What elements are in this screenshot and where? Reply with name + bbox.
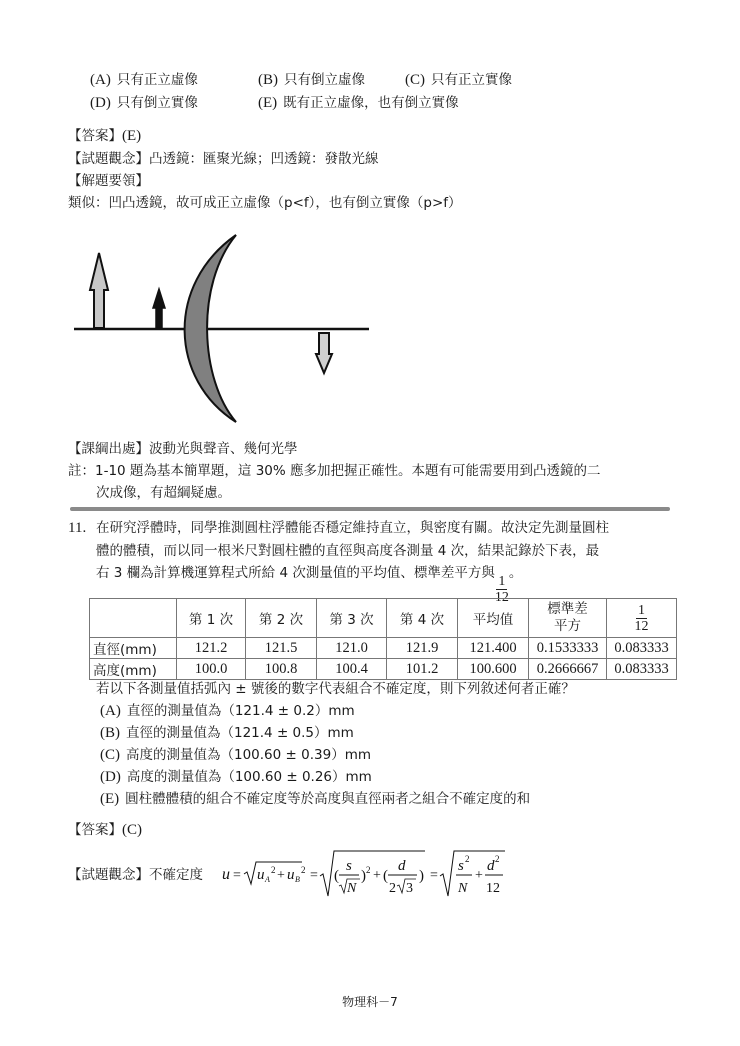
concept-label: 【試題觀念】 bbox=[68, 867, 149, 883]
svg-text:N: N bbox=[347, 881, 357, 896]
svg-text:2: 2 bbox=[271, 865, 276, 875]
svg-text:+: + bbox=[475, 868, 483, 883]
table-row-height bbox=[90, 659, 677, 680]
q11-option-a: (A) 直徑的測量值為（121.4 ± 0.2）mm bbox=[100, 703, 355, 719]
svg-text:(: ( bbox=[383, 868, 388, 884]
syllabus-text: 波動光與聲音、幾何光學 bbox=[149, 441, 298, 457]
option-text: 既有正立虛像，也有倒立實像 bbox=[283, 95, 459, 111]
svg-text:2: 2 bbox=[301, 865, 306, 875]
prev-concept bbox=[68, 150, 379, 168]
uncertainty-formula bbox=[220, 848, 520, 900]
svg-text:u: u bbox=[222, 866, 230, 883]
q11-option-e: (E) 圓柱體體積的組合不確定度等於高度與直徑兩者之組合不確定度的和 bbox=[100, 791, 531, 807]
prev-option-e bbox=[258, 94, 459, 112]
svg-text:3: 3 bbox=[406, 881, 413, 896]
table-cell: 121.5 bbox=[246, 638, 317, 659]
answer-label: 【答案】 bbox=[68, 128, 122, 144]
svg-text:2: 2 bbox=[465, 854, 470, 864]
note-text-line2: 次成像，有超綱疑慮。 bbox=[96, 485, 231, 501]
table-cell: 121.2 bbox=[177, 638, 246, 659]
option-text: 只有正立虛像 bbox=[116, 72, 198, 88]
concept-text: 凸透鏡：匯聚光線；凹透鏡：發散光線 bbox=[149, 151, 379, 167]
option-text: 只有倒立實像 bbox=[116, 95, 198, 111]
note-text-line1: 1-10 題為基本簡單題，這 30% 應多加把握正確性。本題有可能需要用到凸透鏡的二 bbox=[95, 463, 601, 479]
svg-text:d: d bbox=[398, 858, 406, 874]
table-header-variance: 標準差 平方 bbox=[529, 599, 607, 638]
table-row-diameter bbox=[90, 638, 677, 659]
svg-text:2: 2 bbox=[389, 881, 396, 896]
prev-solution-label: 【解題要領】 bbox=[68, 173, 149, 189]
q11-line3: 右 3 欄為計算機運算程式所給 4 次測量值的平均值、標準差平方與 $\frac{1}{12}$ 。 bbox=[96, 565, 523, 605]
object-arrow-icon bbox=[90, 253, 108, 328]
q11-number: 11. bbox=[68, 520, 87, 536]
q11-answer bbox=[68, 821, 142, 839]
table-cell: 0.083333 bbox=[607, 659, 677, 680]
svg-text:u: u bbox=[257, 867, 265, 883]
table-cell: 100.8 bbox=[246, 659, 317, 680]
svg-text:=: = bbox=[233, 868, 241, 883]
svg-text:): ) bbox=[361, 868, 366, 884]
q11-prompt: 若以下各測量值括弧內 ± 號後的數字代表組合不確定度，則下列敘述何者正確？ bbox=[96, 681, 575, 697]
concept-label: 【試題觀念】 bbox=[68, 151, 149, 167]
prev-option-b bbox=[258, 71, 365, 89]
table-cell: 100.600 bbox=[458, 659, 529, 680]
table-header-mean: 平均值 bbox=[458, 599, 529, 638]
prev-answer bbox=[68, 127, 141, 145]
svg-text:s: s bbox=[346, 858, 352, 874]
option-letter: (E) bbox=[258, 95, 278, 111]
table-cell: 121.0 bbox=[317, 638, 387, 659]
table-cell: 0.2666667 bbox=[529, 659, 607, 680]
option-text: 只有正立實像 bbox=[431, 72, 512, 88]
svg-text:+: + bbox=[277, 868, 285, 883]
option-letter: (D) bbox=[90, 95, 111, 111]
answer-label: 【答案】 bbox=[68, 822, 122, 838]
row-label: 直徑(mm) bbox=[90, 638, 177, 659]
table-cell: 0.1533333 bbox=[529, 638, 607, 659]
option-letter: (B) bbox=[258, 72, 278, 88]
svg-text:A: A bbox=[265, 875, 270, 884]
prev-note bbox=[68, 462, 601, 480]
section-divider bbox=[70, 507, 670, 511]
prev-syllabus bbox=[68, 440, 298, 458]
option-letter: (C) bbox=[405, 72, 425, 88]
table-cell: 121.9 bbox=[387, 638, 458, 659]
table-header-trial-4: 第 4 次 bbox=[387, 599, 458, 638]
virtual-image-arrow-icon bbox=[153, 289, 165, 328]
svg-text:d: d bbox=[487, 858, 495, 874]
syllabus-label: 【課綱出處】 bbox=[68, 441, 149, 457]
lens-diagram bbox=[60, 230, 390, 430]
page-footer: 物理科－7 bbox=[342, 995, 398, 1009]
prev-option-d bbox=[90, 94, 198, 112]
table-header-trial-2: 第 2 次 bbox=[246, 599, 317, 638]
table-cell: 100.0 bbox=[177, 659, 246, 680]
answer-value: (C) bbox=[122, 822, 142, 838]
svg-text:+: + bbox=[373, 868, 381, 883]
table-header-row bbox=[90, 599, 677, 638]
q11-option-c: (C) 高度的測量值為（100.60 ± 0.39）mm bbox=[100, 747, 371, 763]
table-cell: 100.4 bbox=[317, 659, 387, 680]
table-header-empty bbox=[90, 599, 177, 638]
svg-text:N: N bbox=[458, 881, 468, 896]
table-cell: 121.400 bbox=[458, 638, 529, 659]
q11-line1: 在研究浮體時，同學推測圓柱浮體能否穩定維持直立，與密度有關。故決定先測量圓柱 bbox=[96, 520, 609, 536]
svg-text:=: = bbox=[430, 868, 438, 883]
option-text: 只有倒立虛像 bbox=[284, 72, 365, 88]
row-label: 高度(mm) bbox=[90, 659, 177, 680]
svg-text:s: s bbox=[458, 858, 464, 874]
table-header-trial-1: 第 1 次 bbox=[177, 599, 246, 638]
table-header-one-twelfth: $\frac{1}{12}$ bbox=[607, 599, 677, 638]
table-cell: 0.083333 bbox=[607, 638, 677, 659]
prev-solution-text: 類似：凹凸透鏡，故可成正立虛像（p<f），也有倒立實像（p>f） bbox=[68, 195, 462, 211]
fraction-one-twelfth: $\frac{1}{12}$ bbox=[494, 574, 509, 605]
svg-text:=: = bbox=[310, 868, 318, 883]
inverted-image-arrow-icon bbox=[316, 333, 332, 373]
svg-text:): ) bbox=[419, 868, 424, 884]
svg-text:12: 12 bbox=[486, 881, 500, 896]
note-label: 註： bbox=[68, 463, 95, 479]
measurement-table bbox=[89, 598, 677, 680]
svg-text:u: u bbox=[287, 867, 295, 883]
concept-text: 不確定度 bbox=[149, 867, 203, 883]
svg-text:2: 2 bbox=[366, 865, 371, 875]
q11-option-b: (B) 直徑的測量值為（121.4 ± 0.5）mm bbox=[100, 725, 354, 741]
option-letter: (A) bbox=[90, 72, 111, 88]
prev-option-a bbox=[90, 71, 198, 89]
table-header-trial-3: 第 3 次 bbox=[317, 599, 387, 638]
svg-text:(: ( bbox=[334, 868, 339, 884]
q11-concept bbox=[68, 866, 203, 884]
q11-line2: 體的體積，而以同一根米尺對圓柱體的直徑與高度各測量 4 次，結果記錄於下表，最 bbox=[96, 543, 600, 559]
prev-option-c bbox=[405, 71, 512, 89]
table-cell: 101.2 bbox=[387, 659, 458, 680]
svg-text:2: 2 bbox=[495, 854, 500, 864]
q11-option-d: (D) 高度的測量值為（100.60 ± 0.26）mm bbox=[100, 769, 372, 785]
svg-text:B: B bbox=[295, 875, 300, 884]
answer-value: (E) bbox=[122, 128, 142, 144]
